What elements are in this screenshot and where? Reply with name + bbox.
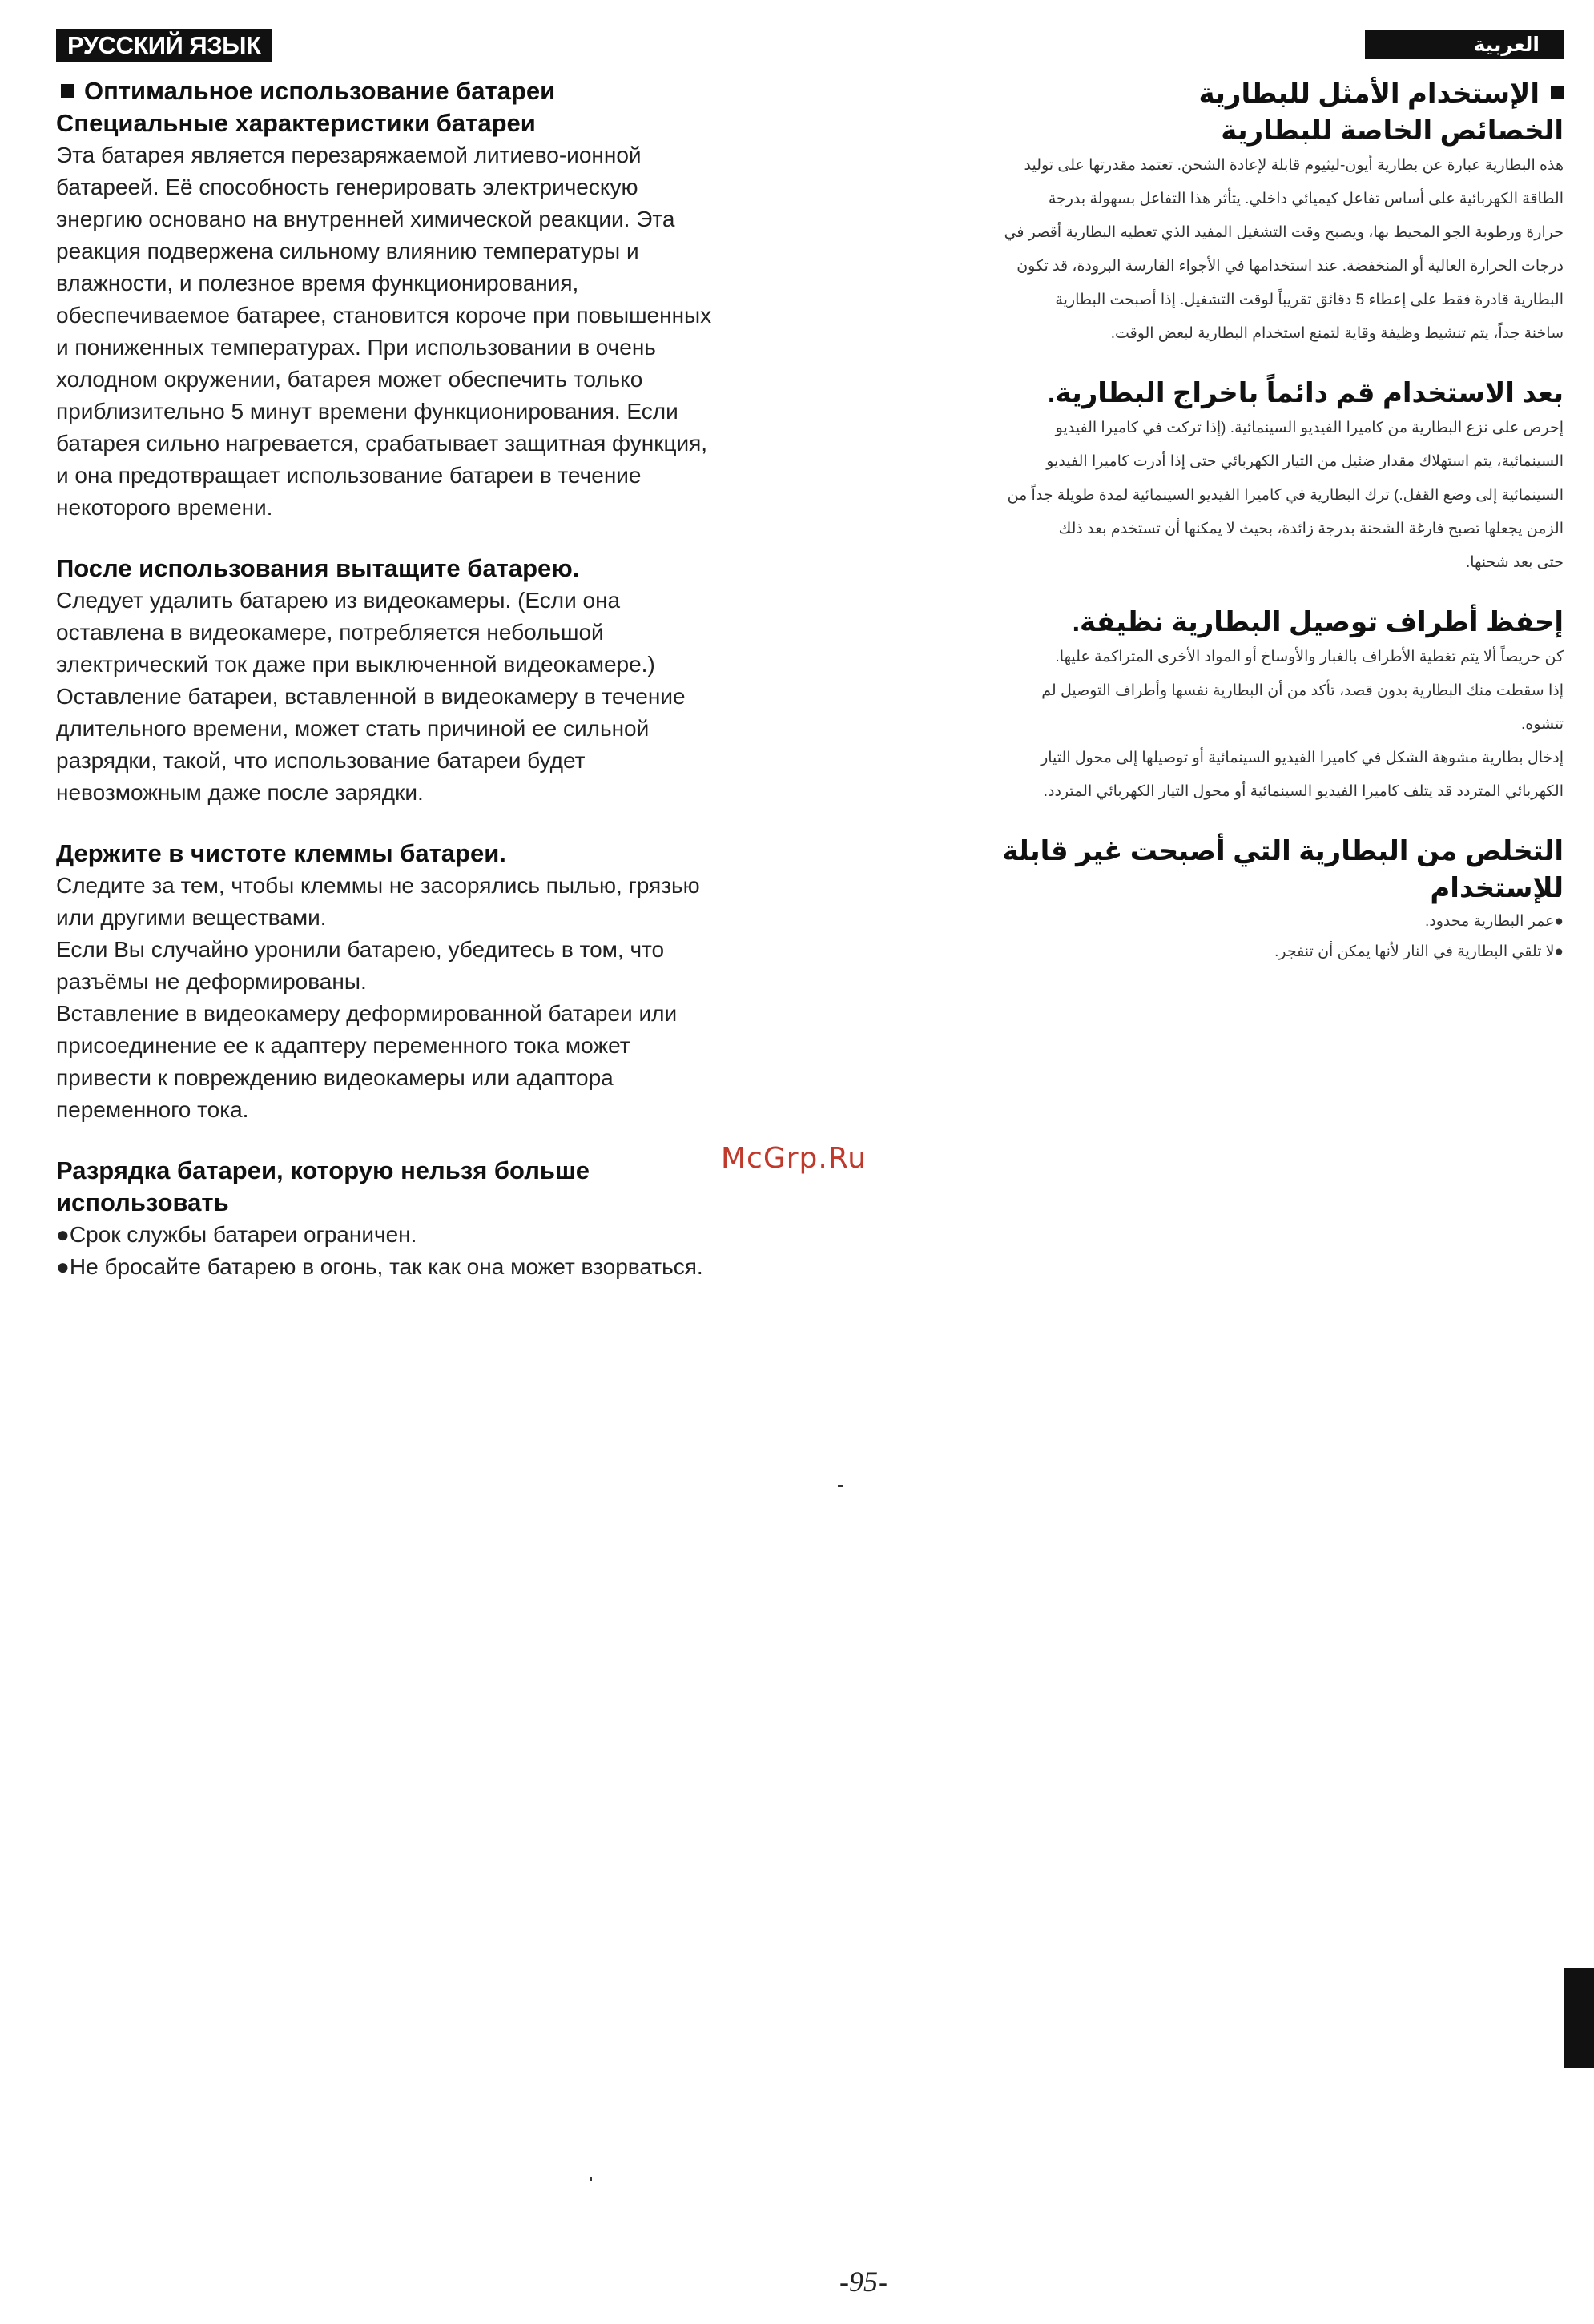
arabic-title <box>867 75 1564 112</box>
arabic-section-remove-battery <box>867 375 1564 580</box>
paragraph-line: разрядки, такой, что использование батареи будет <box>56 748 586 773</box>
russian-title-text: Оптимальное использование батареи <box>84 77 556 105</box>
square-bullet-icon <box>1551 86 1564 99</box>
paragraph-line: энергию основано на внутренней химической реакции. Эта <box>56 207 675 231</box>
section-heading: بعد الاستخدام قم دائماً باخراج البطارية. <box>1047 378 1564 408</box>
russian-section-remove-battery <box>56 553 849 809</box>
paragraph-line: разъёмы не деформированы. <box>56 969 367 994</box>
paragraph-line: или другими веществами. <box>56 905 327 930</box>
paragraph-line: некоторого времени. <box>56 495 273 520</box>
paragraph-line: батареей. Её способность генерировать электрическую <box>56 175 638 199</box>
paragraph-line: السينمائية، يتم استهلاك مقدار ضئيل من التيار الكهربائي حتى إذا أدرت كاميرا الفيديو <box>1046 453 1564 470</box>
arabic-title-text: الإستخدام الأمثل للبطارية <box>1198 78 1540 109</box>
paragraph-line: تتشوه. <box>1520 716 1564 733</box>
paragraph-line: привести к повреждению видеокамеры или адаптора <box>56 1065 614 1090</box>
paragraph-line: электрический ток даже при выключенной видеокамере.) <box>56 652 655 677</box>
bullet-item: ●Не бросайте батарею в огонь, так как она может взорваться. <box>56 1254 703 1279</box>
paragraph-line: كن حريصاً ألا يتم تغطية الأطراف بالغبار والأوساخ أو المواد الأخرى المتراكمة عليها. <box>1055 649 1564 665</box>
russian-column <box>56 75 849 1283</box>
scan-speck <box>838 1485 843 1487</box>
paragraph-line: الزمن يجعلها تصبح فارغة الشحنة بدرجة زائدة، بحيث لا يمكنها أن تستخدم بعد ذلك <box>1058 521 1564 537</box>
paragraph-line: الكهربائي المتردد قد يتلف كاميرا الفيديو السينمائية أو محول التيار الكهربائي المتردد. <box>1043 783 1564 800</box>
section-heading: التخلص من البطارية التي أصبحت غير قابلة <box>1002 836 1564 866</box>
paragraph-line: الطاقة الكهربائية على أساس تفاعل كيميائي داخلي. يتأثر هذا التفاعل بسهولة بدرجة <box>1048 191 1564 207</box>
paragraph-line: Если Вы случайно уронили батарею, убедитесь в том, что <box>56 937 665 962</box>
paragraph-line: Вставление в видеокамеру деформированной батареи или <box>56 1001 678 1026</box>
square-bullet-icon <box>61 84 74 98</box>
paragraph-line: присоединение ее к адаптеру переменного тока может <box>56 1033 630 1058</box>
paragraph-line: оставлена в видеокамере, потребляется небольшой <box>56 620 604 645</box>
paragraph-line: إذا سقطت منك البطارية بدون قصد، تأكد من أن البطارية نفسها وأطراف التوصيل لم <box>1041 682 1564 699</box>
paragraph-line: холодном окружении, батарея может обеспечить только <box>56 367 643 392</box>
paragraph-line: невозможным даже после зарядки. <box>56 780 424 805</box>
paragraph-line: батарея сильно нагревается, срабатывает защитная функция, <box>56 431 708 456</box>
paragraph-line: и пониженных температурах. При использовании в очень <box>56 335 656 360</box>
arabic-section-disposal <box>867 833 1564 967</box>
arabic-section-clean-terminals <box>867 604 1564 809</box>
bullet-item: ●Срок службы батареи ограничен. <box>56 1222 417 1247</box>
paragraph-line: длительного времени, может стать причиной ее сильной <box>56 716 650 741</box>
paragraph-line: Следите за тем, чтобы клеммы не засорялись пылью, грязью <box>56 873 700 898</box>
section-heading: Специальные характеристики батареи <box>56 109 536 137</box>
paragraph-line: حتى بعد شحنها. <box>1465 554 1564 571</box>
arabic-section-characteristics <box>867 112 1564 351</box>
paragraph-line: влажности, и полезное время функционирования, <box>56 271 579 296</box>
section-heading: Держите в чистоте клеммы батареи. <box>56 839 506 867</box>
paragraph-line: переменного тока. <box>56 1097 249 1122</box>
arabic-column <box>867 75 1564 967</box>
paragraph-line: и она предотвращает использование батареи в течение <box>56 463 642 488</box>
language-tag-arabic: العربية <box>1365 30 1564 59</box>
russian-title <box>56 75 849 107</box>
paragraph-line: обеспечиваемое батарее, становится короче при повышенных <box>56 303 712 328</box>
section-heading: Разрядка батареи, которую нельзя больше <box>56 1156 590 1184</box>
paragraph-line: Следует удалить батарею из видеокамеры. (Если она <box>56 588 621 613</box>
paragraph-line: حرارة ورطوبة الجو المحيط بها، ويصبح وقت التشغيل المفيد الذي تعطيه البطارية أقصر في <box>1004 224 1564 241</box>
watermark: McGrp.Ru <box>721 1142 867 1175</box>
section-heading: После использования вытащите батарею. <box>56 554 580 582</box>
section-heading: إحفظ أطراف توصيل البطارية نظيفة. <box>1072 607 1564 637</box>
edge-index-tab <box>1564 1968 1594 2068</box>
paragraph-line: هذه البطارية عبارة عن بطارية أيون-ليثيوم قابلة لإعادة الشحن. تعتمد مقدرتها على توليد <box>1024 157 1564 174</box>
language-tag-russian: РУССКИЙ ЯЗЫК <box>56 29 272 62</box>
paragraph-line: реакция подвержена сильному влиянию температуры и <box>56 239 639 263</box>
paragraph-line: درجات الحرارة العالية أو المنخفضة. عند استخدامها في الأجواء القارسة البرودة، قد تكون <box>1016 258 1564 275</box>
scan-speck <box>590 2177 592 2181</box>
russian-section-clean-terminals <box>56 838 849 1126</box>
section-heading: للإستخدام <box>1430 873 1564 903</box>
paragraph-line: Эта батарея является перезаряжаемой литиево-ионной <box>56 143 642 167</box>
section-heading: الخصائص الخاصة للبطارية <box>1221 115 1564 146</box>
paragraph-line: إحرص على نزع البطارية من كاميرا الفيديو السينمائية. (إذا تركت في كاميرا الفيديو <box>1055 420 1564 436</box>
paragraph-line: إدخال بطارية مشوهة الشكل في كاميرا الفيديو السينمائية أو توصيلها إلى محول التيار <box>1041 750 1564 766</box>
section-heading: использовать <box>56 1188 229 1216</box>
paragraph-line: البطارية قادرة فقط على إعطاء 5 دقائق تقريباً لوقت التشغيل. إذا أصبحت البطارية <box>1055 292 1564 308</box>
paragraph-line: السينمائية إلى وضع القفل.) ترك البطارية في كاميرا الفيديو السينمائية لمدة طويلة جداً من <box>1007 487 1564 504</box>
bullet-item: ●لا تلقي البطارية في النار لأنها يمكن أن تنفجر. <box>1274 943 1564 960</box>
paragraph-line: Оставление батареи, вставленной в видеокамеру в течение <box>56 684 686 709</box>
paragraph-line: приблизительно 5 минут времени функционирования. Если <box>56 399 678 424</box>
paragraph-line: ساخنة جداً، يتم تنشيط وظيفة وقاية لتمنع استخدام البطارية لبعض الوقت. <box>1110 325 1564 342</box>
russian-section-characteristics <box>56 107 849 524</box>
bullet-item: ●عمر البطارية محدود. <box>1425 913 1564 930</box>
page-number: -95- <box>839 2266 888 2298</box>
